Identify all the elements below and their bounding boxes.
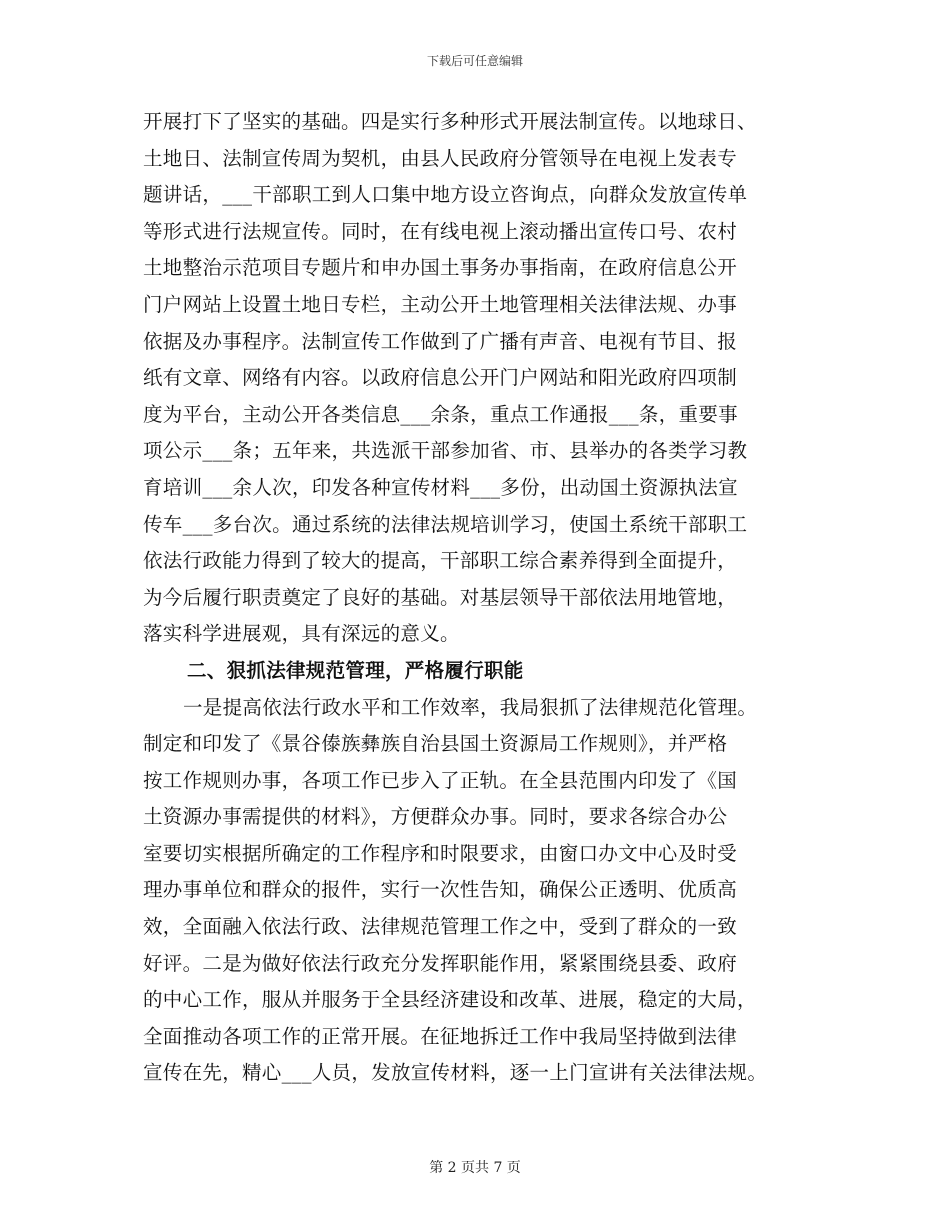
- text-line: 土地整治示范项目专题片和申办国土事务办事指南，在政府信息公开: [143, 256, 738, 280]
- text-line: 题讲话，___干部职工到人口集中地方设立咨询点，向群众发放宣传单: [143, 183, 748, 207]
- page-header: 下载后可任意编辑: [426, 54, 523, 68]
- text-line: 制定和印发了《景谷傣族彝族自治县国土资源局工作规则》，并严格: [143, 732, 728, 756]
- text-line: 依据及办事程序。法制宣传工作做到了广播有声音、电视有节目、报: [143, 329, 738, 353]
- text-line: 为今后履行职责奠定了良好的基础。对基层领导干部依法用地管地，: [143, 585, 738, 609]
- text-line: 开展打下了坚实的基础。四是实行多种形式开展法制宣传。以地球日、: [143, 110, 757, 133]
- text-line: 项公示___条；五年来，共选派干部参加省、市、县举办的各类学习教: [143, 439, 748, 463]
- text-line: 度为平台，主动公开各类信息___余条，重点工作通报___条，重要事: [143, 402, 738, 426]
- text-line: 土地日、法制宣传周为契机，由县人民政府分管领导在电视上发表专: [143, 146, 738, 170]
- text-line: 的中心工作，服从并服务于全县经济建设和改革、进展，稳定的大局，: [143, 988, 757, 1012]
- text-line: 落实科学进展观，具有深远的意义。: [143, 622, 460, 646]
- text-line: 纸有文章、网络有内容。以政府信息公开门户网站和阳光政府四项制: [143, 366, 738, 390]
- text-line: 传车___多台次。通过系统的法律法规培训学习，使国土系统干部职工: [143, 512, 748, 536]
- text-line: 室要切实根据所确定的工作程序和时限要求，由窗口办文中心及时受: [143, 841, 738, 865]
- paragraph-first-line: 一是提高依法行政水平和工作效率，我局狠抓了法律规范化管理。: [183, 695, 758, 719]
- document-body: [143, 104, 828, 1092]
- text-line: 门户网站上设置土地日专栏，主动公开土地管理相关法律法规、办事: [143, 292, 738, 316]
- text-line: 理办事单位和群众的报件，实行一次性告知，确保公正透明、优质高: [143, 878, 738, 902]
- page-number: 第 2 页共 7 页: [429, 1160, 521, 1176]
- text-line: 效，全面融入依法行政、法律规范管理工作之中，受到了群众的一致: [143, 915, 738, 939]
- text-line: 依法行政能力得到了较大的提高，干部职工综合素养得到全面提升，: [143, 549, 738, 573]
- text-line: 宣传在先，精心___人员，发放宣传材料，逐一上门宣讲有关法律法规。: [143, 1061, 768, 1085]
- text-line: 育培训___余人次，印发各种宣传材料___多份，出动国土资源执法宣: [143, 475, 738, 499]
- text-line: 土资源办事需提供的材料》，方便群众办事。同时，要求各综合办公: [143, 805, 728, 829]
- text-line: 等形式进行法规宣传。同时，在有线电视上滚动播出宣传口号、农村: [143, 219, 738, 243]
- text-line: 全面推动各项工作的正常开展。在征地拆迁工作中我局坚持做到法律: [143, 1024, 738, 1048]
- section-heading: 二、狠抓法律规范管理，严格履行职能: [187, 658, 524, 682]
- text-line: 按工作规则办事，各项工作已步入了正轨。在全县范围内印发了《国: [143, 768, 738, 792]
- text-line: 好评。二是为做好依法行政充分发挥职能作用，紧紧围绕县委、政府: [143, 951, 738, 975]
